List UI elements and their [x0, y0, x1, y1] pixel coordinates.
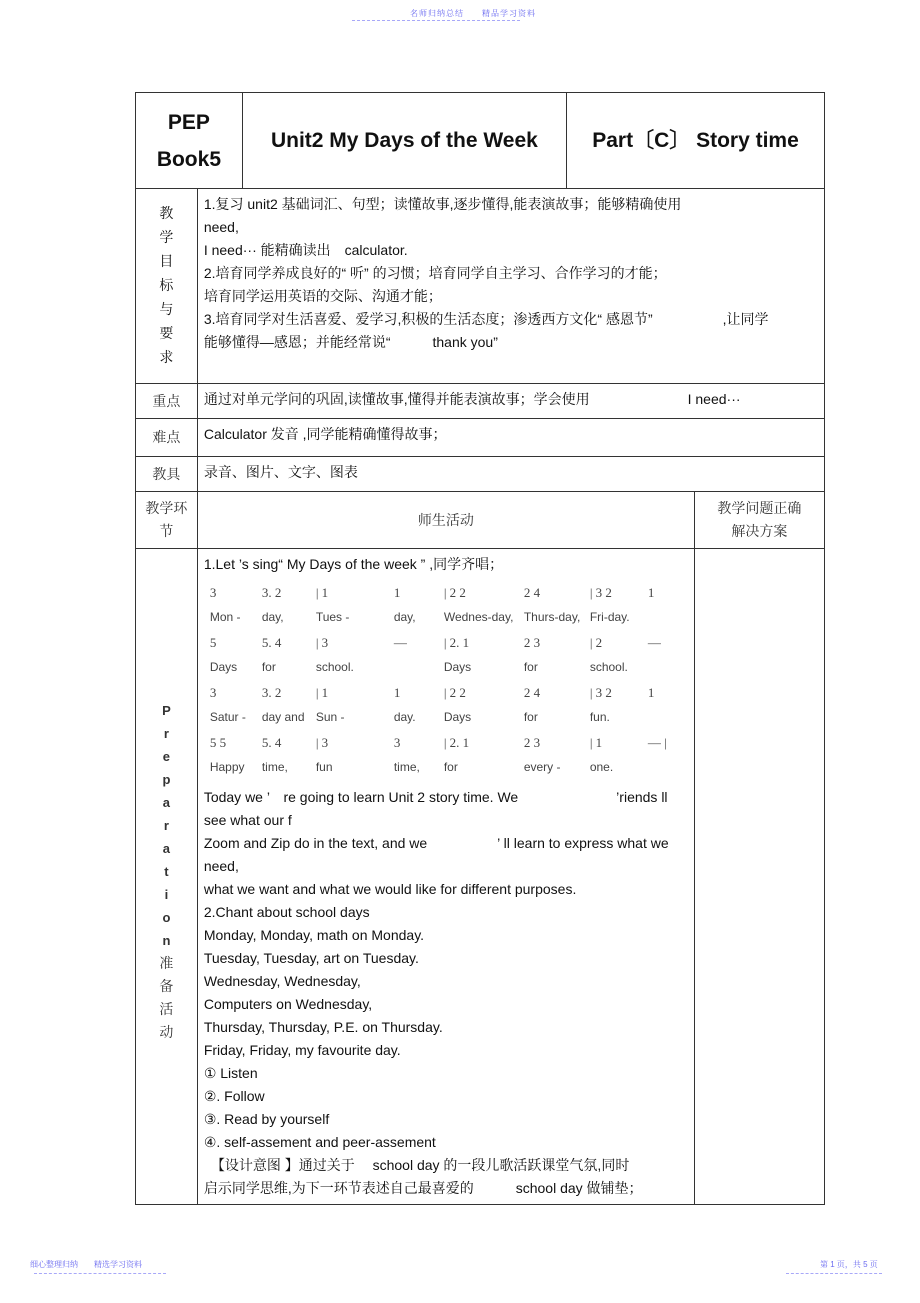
objectives-label-char: 学 — [159, 229, 174, 245]
preparation-line: Tuesday, Tuesday, art on Tuesday. — [203, 950, 419, 966]
song-note: 3. 2 — [261, 685, 282, 700]
header-divider — [352, 20, 520, 21]
song-lyric — [648, 605, 688, 630]
song-lyric — [648, 655, 688, 680]
song-note: | 3 2 — [589, 585, 612, 600]
song-lyric: every - — [523, 760, 561, 774]
unit-title: Unit2 My Days of the Week — [242, 93, 566, 189]
preparation-label-letter: p — [162, 772, 171, 787]
song-note: — — [647, 635, 661, 650]
footer-right-divider — [786, 1273, 882, 1274]
song-lyric: time, — [261, 760, 288, 774]
objective-line: 3.培育同学对生活喜爱、爱学习,积极的生活态度；渗透西方文化“ 感恩节” ,让同学 — [203, 311, 769, 327]
song-lyric: day, — [261, 610, 284, 624]
preparation-line: Zoom and Zip do in the text, and we ’ ll learn to express what we need, — [203, 835, 669, 874]
objectives-label-char: 与 — [159, 301, 174, 317]
song-note: | 2 — [589, 635, 603, 650]
song-lyric: Days — [443, 660, 472, 674]
song-note: 2 3 — [523, 735, 541, 750]
song-note: | 3 2 — [589, 685, 612, 700]
preparation-label-letter: P — [162, 703, 171, 718]
song-note: | 1 — [315, 585, 329, 600]
song-note: 3 — [393, 735, 401, 750]
song-note: 3 — [209, 685, 217, 700]
song-lyric: fun. — [589, 710, 610, 724]
objectives-label-char: 目 — [159, 253, 174, 269]
preparation-label-letter: t — [164, 864, 169, 879]
book-line2: Book5 — [156, 147, 221, 171]
key-content: 通过对单元学问的巩固,读懂故事,懂得并能表演故事；学会使用 I need··· — [197, 384, 824, 419]
song-note: | 2. 1 — [443, 735, 470, 750]
song-lyric: Days — [209, 660, 238, 674]
song-lyric: for — [523, 660, 538, 674]
preparation-line: 【设计意图 】通过关于 school day 的一段儿歌活跃课堂气氛,同时 — [203, 1157, 630, 1173]
preparation-line: 启示同学思维,为下一环节表述自己最喜爱的 school day 做铺垫； — [203, 1180, 643, 1196]
preparation-label-letter: e — [162, 749, 171, 764]
song-lyric: one. — [589, 760, 614, 774]
song-lyric: day. — [393, 710, 416, 724]
preparation-line: Computers on Wednesday, — [203, 996, 373, 1012]
preparation-line: ③. Read by yourself — [203, 1111, 330, 1127]
song-note: 1 — [393, 685, 401, 700]
song-lyric: for — [523, 710, 538, 724]
preparation-label-char: 备 — [159, 978, 174, 994]
song-lyric: fun — [315, 760, 333, 774]
song-lyric: day and — [261, 710, 305, 724]
song-lyric: Thurs-day, — [523, 610, 581, 624]
objectives-label-char: 要 — [159, 325, 174, 341]
preparation-label-char: 活 — [159, 1001, 174, 1017]
song-lyric: school. — [315, 660, 354, 674]
song-note: 3. 2 — [261, 585, 282, 600]
song-lyric — [648, 705, 688, 730]
preparation-line: 2.Chant about school days — [203, 904, 370, 920]
activity-header: 师生活动 — [197, 492, 694, 549]
sing-instruction: 1.Let ’s sing“ My Days of the week ” ,同学齐唱； — [203, 556, 504, 572]
song-lyric: Fri-day. — [589, 610, 630, 624]
song-note: 2 4 — [523, 585, 541, 600]
preparation-line: Wednesday, Wednesday, — [203, 973, 361, 989]
objectives-label-char: 求 — [159, 349, 174, 365]
phase-label: 教学环节 — [136, 492, 198, 549]
song-note: 5. 4 — [261, 735, 282, 750]
objectives-label — [136, 189, 198, 384]
page-header-text: 名师归纳总结 精品学习资料 — [410, 9, 536, 18]
preparation-label-char: 准 — [159, 955, 174, 971]
tools-content: 录音、图片、文字、图表 — [197, 457, 824, 492]
preparation-label-letter: n — [162, 933, 171, 948]
preparation-line: Friday, Friday, my favourite day. — [203, 1042, 401, 1058]
preparation-line: ②. Follow — [203, 1088, 265, 1104]
song-lyric: Sun - — [315, 710, 345, 724]
preparation-line: Monday, Monday, math on Monday. — [203, 927, 425, 943]
preparation-label-letter: r — [163, 818, 169, 833]
preparation-label-letter: i — [164, 887, 169, 902]
song-lyric: Mon - — [209, 610, 241, 624]
footer-left-divider — [34, 1273, 166, 1274]
song-note: | 2. 1 — [443, 635, 470, 650]
objectives-label-char: 标 — [159, 277, 174, 293]
difficult-label: 难点 — [136, 419, 198, 457]
objective-line: 培育同学运用英语的交际、沟通才能； — [203, 288, 442, 304]
solution-cell — [694, 549, 824, 1205]
song-note: | 3 — [315, 735, 329, 750]
preparation-content — [197, 549, 694, 1205]
preparation-line: Today we ’ re going to learn Unit 2 story time. We ’riends ll see what our f — [203, 789, 668, 828]
song-lyric — [648, 755, 688, 780]
song-lyric: Happy — [209, 760, 245, 774]
page-number: 第 1 页，共 5 页 — [820, 1260, 878, 1269]
song-lyric: Tues - — [315, 610, 350, 624]
song-note: 2 4 — [523, 685, 541, 700]
song-note: 1 — [647, 685, 655, 700]
preparation-label-char: 动 — [159, 1024, 174, 1040]
song-note: 1 — [647, 585, 655, 600]
preparation-line: what we want and what we would like for different purposes. — [203, 881, 577, 897]
song-note: | 3 — [315, 635, 329, 650]
part-title: Part〔C〕 Story time — [566, 93, 824, 189]
difficult-content: Calculator 发音 ,同学能精确懂得故事； — [197, 419, 824, 457]
lesson-plan-table — [135, 92, 825, 1205]
song-note: — | — [647, 735, 667, 750]
footer-left-text: 细心整理归纳 精选学习资料 — [30, 1260, 142, 1269]
song-lyric — [394, 655, 444, 680]
tools-label: 教具 — [136, 457, 198, 492]
key-label: 重点 — [136, 384, 198, 419]
preparation-label-letter: a — [162, 795, 171, 810]
preparation-label-letter: o — [162, 910, 171, 925]
song-lyric: time, — [393, 760, 420, 774]
song-note: | 2 2 — [443, 685, 466, 700]
preparation-line: ① Listen — [203, 1065, 258, 1081]
song-note: — — [393, 635, 407, 650]
song-note: | 2 2 — [443, 585, 466, 600]
song-note: 1 — [393, 585, 401, 600]
song-lyric: Days — [443, 710, 472, 724]
objective-line: 1.复习 unit2 基础词汇、句型；读懂故事,逐步懂得,能表演故事；能够精确使用 need, — [203, 196, 794, 235]
song-note: 5 5 — [209, 735, 227, 750]
song-lyric: for — [261, 660, 276, 674]
preparation-label-letter: a — [162, 841, 171, 856]
song-lyric: for — [443, 760, 458, 774]
objective-line: 2.培育同学养成良好的“ 听” 的习惯；培育同学自主学习、合作学习的才能； — [203, 265, 667, 281]
objectives-content — [197, 189, 824, 384]
preparation-label — [136, 549, 198, 1205]
song-note: 2 3 — [523, 635, 541, 650]
preparation-line: Thursday, Thursday, P.E. on Thursday. — [203, 1019, 443, 1035]
song-note: 5 — [209, 635, 217, 650]
song-note: 3 — [209, 585, 217, 600]
song-lyric: school. — [589, 660, 628, 674]
objective-line: I need··· 能精确读出 calculator. — [203, 242, 408, 258]
song-lyric: Satur - — [209, 710, 246, 724]
song-note: | 1 — [315, 685, 329, 700]
solution-header: 教学问题正确解决方案 — [694, 492, 824, 549]
book-line1: PEP — [167, 110, 210, 134]
song-note: | 1 — [589, 735, 603, 750]
song-lyric: day, — [393, 610, 416, 624]
song-note: 5. 4 — [261, 635, 282, 650]
preparation-line: ④. self-assement and peer-assement — [203, 1134, 436, 1150]
objectives-label-char: 教 — [159, 205, 174, 221]
preparation-label-letter: r — [163, 726, 169, 741]
objective-line: 能够懂得—感恩；并能经常说“ thank you” — [203, 334, 498, 350]
song-lyric: Wednes-day, — [443, 610, 514, 624]
song-notation — [210, 580, 688, 780]
book-cell — [136, 93, 243, 189]
